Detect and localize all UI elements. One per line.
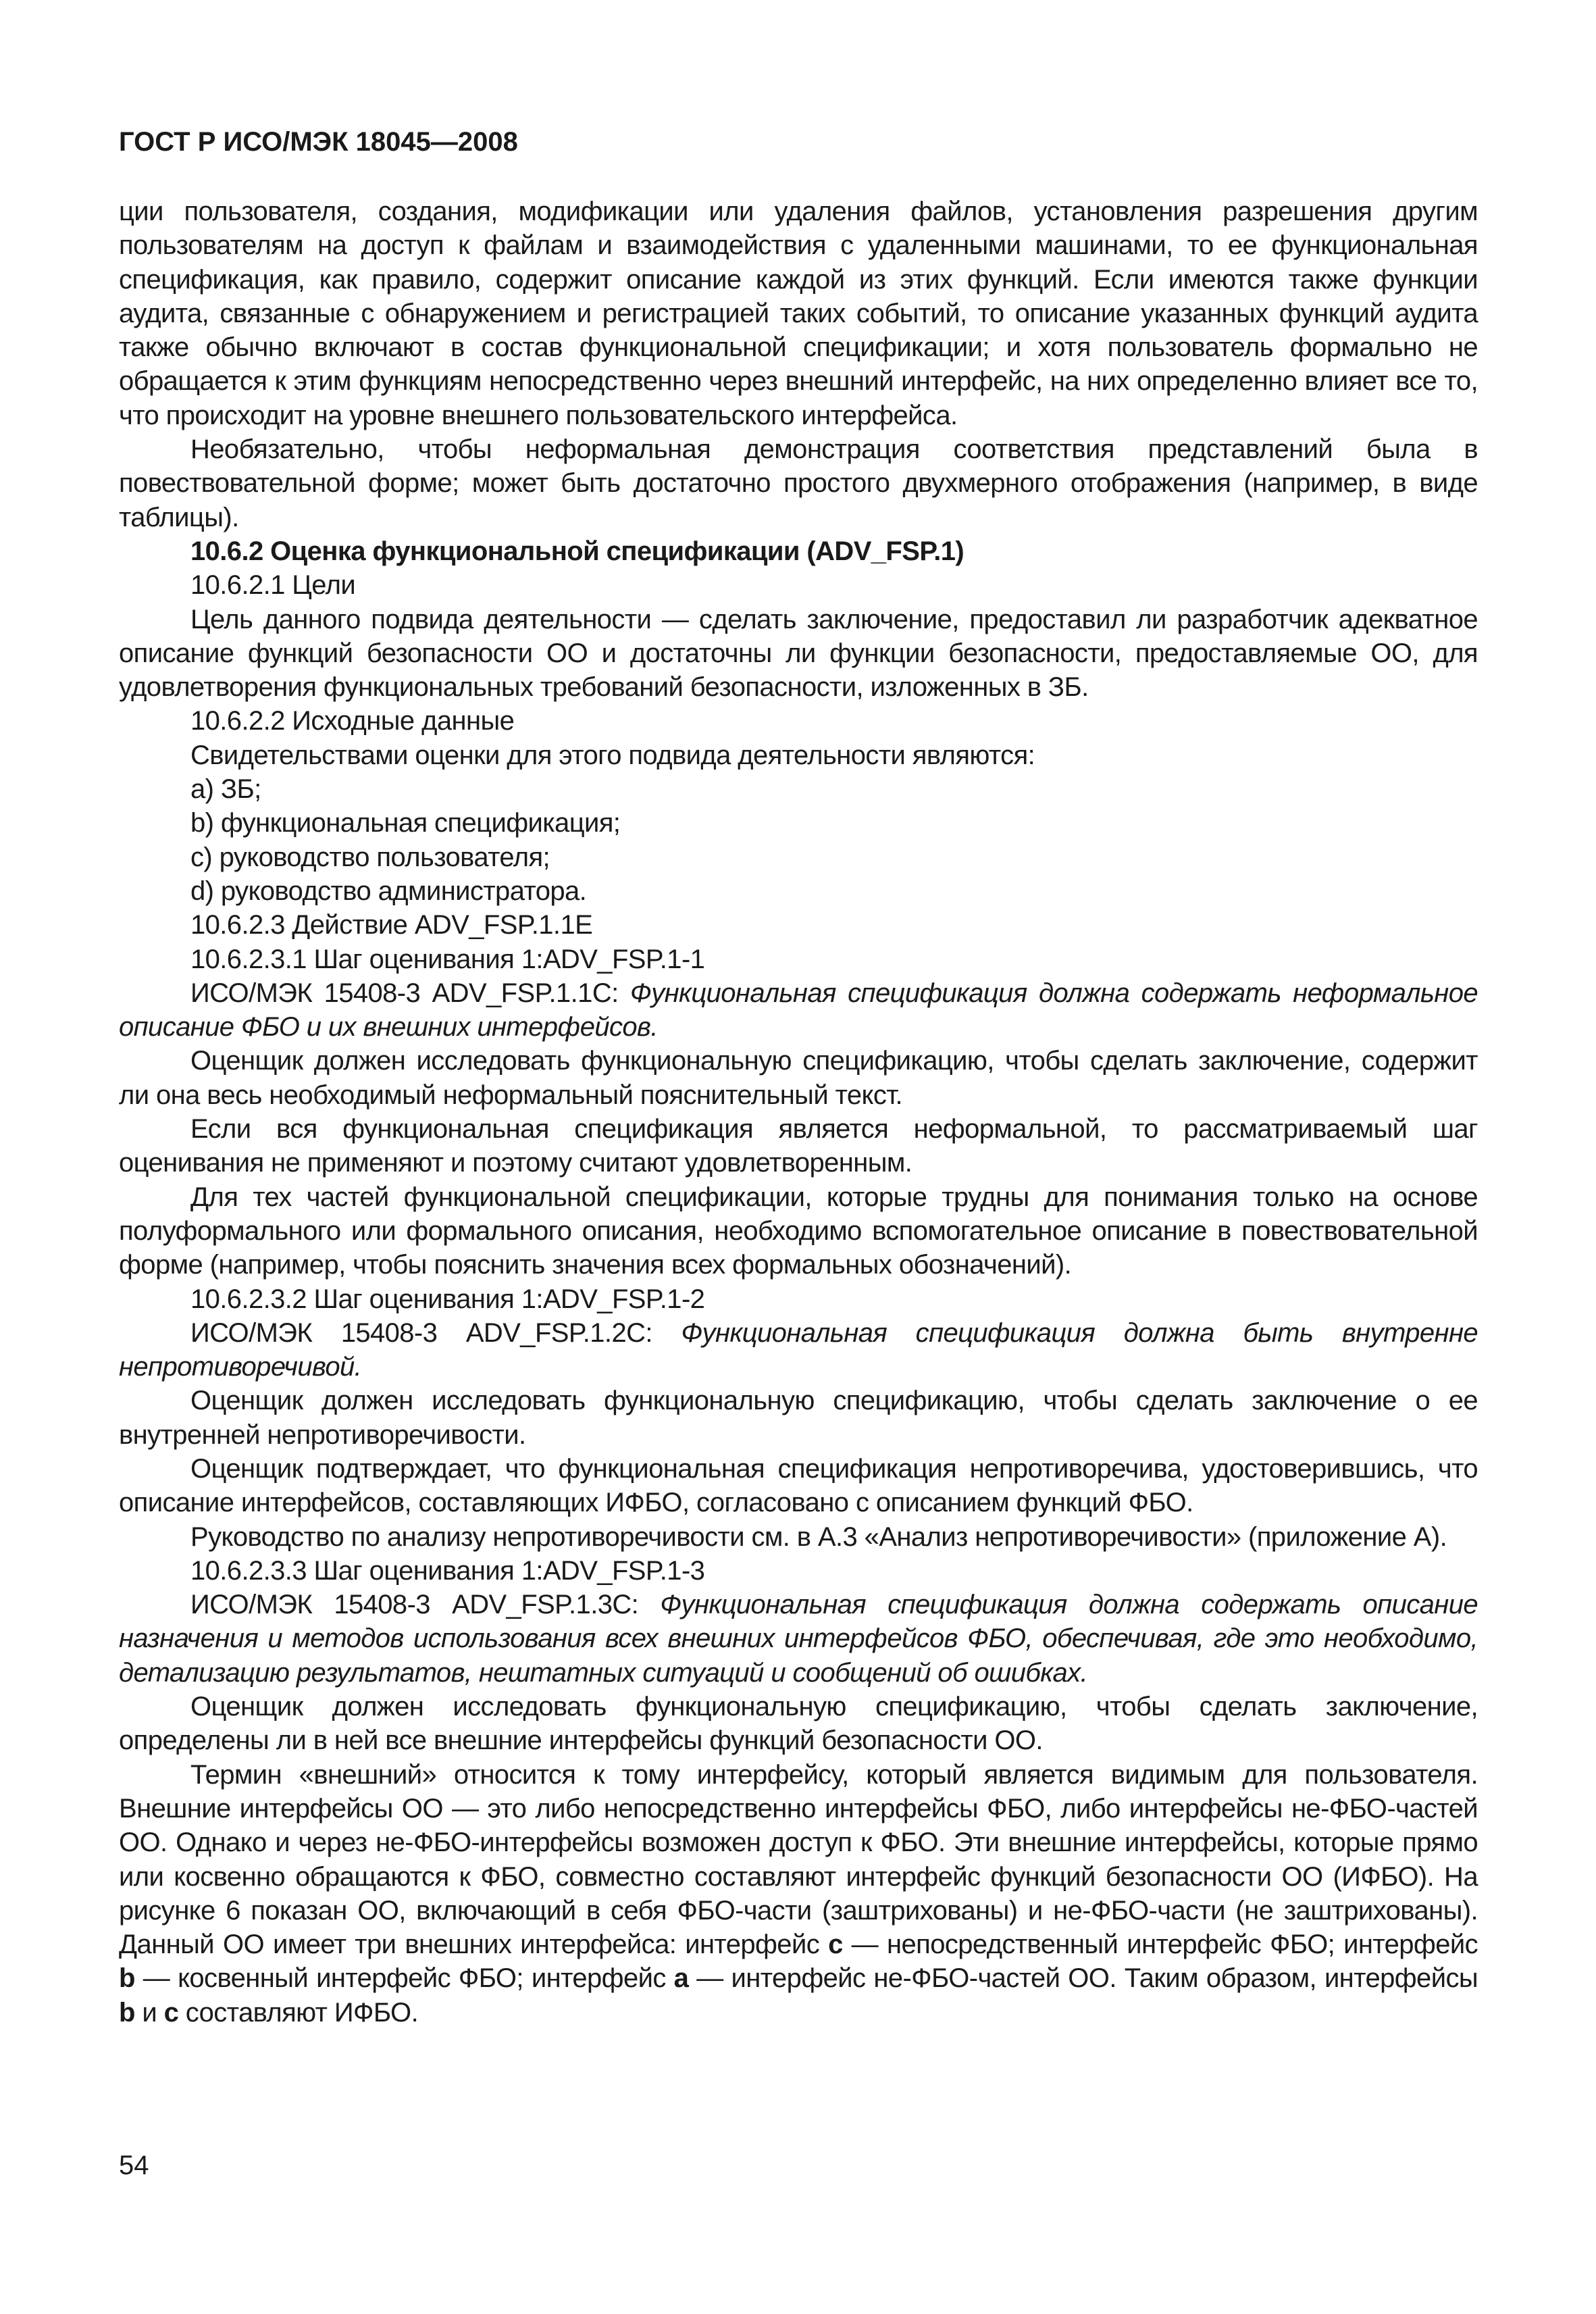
- section-heading: 10.6.2 Оценка функциональной спецификации (ADV_FSP.1): [190, 536, 964, 566]
- text-run: — косвенный интерфейс ФБО; интерфейс: [134, 1963, 674, 1994]
- paragraph: Руководство по анализу непротиворечивости см. в А.3 «Анализ непротиворечивости» (приложение А).: [190, 1521, 1447, 1552]
- text-run: — непосредственный интерфейс ФБО; интерфейс: [842, 1930, 1478, 1960]
- text-run: Термин «внешний» относится к тому интерфейсу, который является видимым для пользователя. Внешние интерфейсы ОО — это либо непосредственно интерфейсы ФБО, либо интерфейсы не-ФБО-частей ОО. Однако и через не-ФБО-интерфейсы возможен доступ к ФБО. Эти внешние интерфейсы, которые прямо или косвенно обращаются к ФБО, совместно составляют интерфейс функций безопасности ОО (ИФБО). На рисунке 6 показан ОО, включающий в себя ФБО-части (заштрихованы) и не-ФБО-части (не заштрихованы). Данный ОО имеет три внешних интерфейса: интерфейс: [119, 1759, 1478, 1960]
- list-item: d) руководство администратора.: [190, 876, 587, 906]
- paragraph: ции пользователя, создания, модификации или удаления файлов, установления разрешения другим пользователям на доступ к файлам и взаимодействия с удаленными машинами, то ее функциональная спецификация, как правило, содержит описание каждой из этих функций. Если имеются также функции аудита, связанные с обнаружением и регистрацией таких событий, то описание указанных функций аудита также обычно включают в состав функциональной спецификации; и хотя пользователь формально не обращается к этим функциям непосредственно через внешний интерфейс, на них определенно влияет все то, что происходит на уровне внешнего пользовательского интерфейса.: [119, 197, 1478, 430]
- page-number: 54: [119, 2150, 149, 2180]
- paragraph: [119, 1758, 1478, 2030]
- interface-letter: b: [119, 1997, 135, 2028]
- subsection-heading: 10.6.2.2 Исходные данные: [190, 706, 515, 736]
- subsection-heading: 10.6.2.1 Цели: [190, 570, 356, 601]
- text-run: — интерфейс не-ФБО-частей ОО. Таким образом, интерфейсы: [688, 1963, 1478, 1994]
- interface-letter: a: [673, 1963, 689, 1994]
- requirement-ref: ИСО/МЭК 15408-3 ADV_FSP.1.2C:: [190, 1317, 681, 1348]
- requirement-paragraph: [119, 1316, 1478, 1384]
- requirement-ref: ИСО/МЭК 15408-3 ADV_FSP.1.3C:: [190, 1590, 661, 1620]
- requirement-paragraph: [119, 976, 1478, 1045]
- subsection-heading: 10.6.2.3 Действие ADV_FSP.1.1E: [190, 910, 593, 940]
- list-item: b) функциональная спецификация;: [190, 808, 621, 838]
- subsection-heading: 10.6.2.3.2 Шаг оценивания 1:ADV_FSP.1-2: [190, 1284, 705, 1314]
- list-item: a) ЗБ;: [190, 774, 261, 805]
- subsection-heading: 10.6.2.3.3 Шаг оценивания 1:ADV_FSP.1-3: [190, 1555, 705, 1586]
- text-run: составляют ИФБО.: [178, 1997, 419, 2028]
- paragraph: Свидетельствами оценки для этого подвида деятельности являются:: [190, 740, 1035, 770]
- document-header: ГОСТ Р ИСО/МЭК 18045—2008: [119, 127, 518, 157]
- requirement-text: Функциональная спецификация должна быть внутренне непротиворечивой.: [119, 1317, 1478, 1382]
- paragraph: Если вся функциональная спецификация является неформальной, то рассматриваемый шаг оценивания не применяют и поэтому считают удовлетворенным.: [119, 1114, 1478, 1178]
- paragraph: Для тех частей функциональной спецификации, которые трудны для понимания только на основе полуформального или формального описания, необходимо вспомогательное описание в повествовательной форме (например, чтобы пояснить значения всех формальных обозначений).: [119, 1182, 1478, 1280]
- paragraph: Оценщик подтверждает, что функциональная спецификация непротиворечива, удостоверившись, что описание интерфейсов, составляющих ИФБО, согласовано с описанием функций ФБО.: [119, 1453, 1478, 1518]
- interface-letter: c: [828, 1930, 843, 1960]
- interface-letter: b: [119, 1963, 135, 1994]
- paragraph: Оценщик должен исследовать функциональную спецификацию, чтобы сделать заключение, определены ли в ней все внешние интерфейсы функций безопасности ОО.: [119, 1692, 1478, 1756]
- list-item: c) руководство пользователя;: [190, 842, 550, 872]
- requirement-text: Функциональная спецификация должна содержать описание назначения и методов использования всех внешних интерфейсов ФБО, обеспечивая, где это необходимо, детализацию результатов, нештатных ситуаций и сообщений об ошибках.: [119, 1590, 1478, 1688]
- paragraph: Оценщик должен исследовать функциональную спецификацию, чтобы сделать заключение, содержит ли она весь необходимый неформальный пояснительный текст.: [119, 1046, 1478, 1110]
- requirement-ref: ИСО/МЭК 15408-3 ADV_FSP.1.1C:: [190, 978, 631, 1008]
- subsection-heading: 10.6.2.3.1 Шаг оценивания 1:ADV_FSP.1-1: [190, 944, 705, 974]
- paragraph: Необязательно, чтобы неформальная демонстрация соответствия представлений была в повествовательной форме; может быть достаточно простого двухмерного отображения (например, в виде таблицы).: [119, 434, 1478, 532]
- text-run: и: [134, 1997, 164, 2028]
- interface-letter: c: [163, 1997, 179, 2028]
- requirement-paragraph: [119, 1588, 1478, 1690]
- paragraph: Цель данного подвида деятельности — сделать заключение, предоставил ли разработчик адекватное описание функций безопасности ОО и достаточны ли функции безопасности, предоставляемые ОО, для удовлетворения функциональных требований безопасности, изложенных в ЗБ.: [119, 604, 1478, 703]
- document-body: [119, 195, 1478, 2030]
- paragraph: Оценщик должен исследовать функциональную спецификацию, чтобы сделать заключение о ее внутренней непротиворечивости.: [119, 1386, 1478, 1450]
- requirement-text: Функциональная спецификация должна содержать неформальное описание ФБО и их внешних интерфейсов.: [119, 978, 1478, 1042]
